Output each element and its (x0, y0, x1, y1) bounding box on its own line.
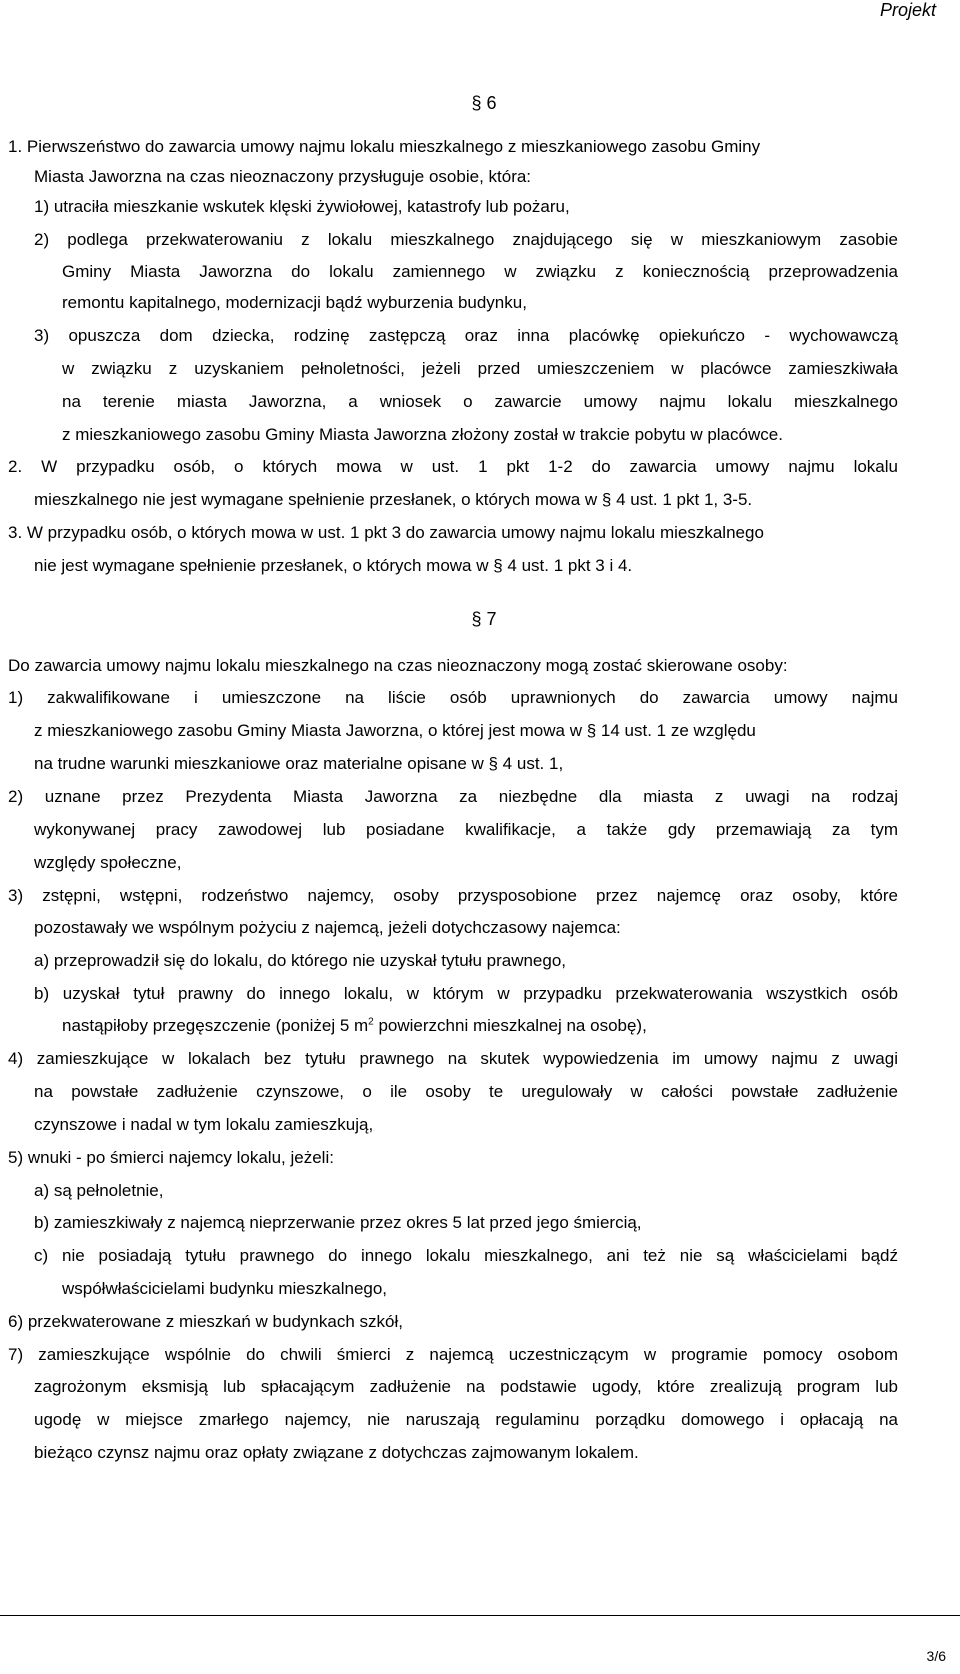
s7-line-21: 6) przekwaterowane z mieszkań w budynkach szkół, (8, 1312, 403, 1331)
s6-line-6: remontu kapitalnego, modernizacji bądź wyburzenia budynku, (62, 293, 527, 312)
s7-line-9: pozostawały we wspólnym pożyciu z najemcą, jeżeli dotychczasowy najemca: (34, 918, 621, 937)
s7-line-8: 3) zstępni, wstępni, rodzeństwo najemcy, osoby przysposobione przez najemcę oraz osoby, które (8, 886, 898, 905)
page-number: 3/6 (926, 1648, 946, 1664)
s6-line-11: 2. W przypadku osób, o których mowa w ust. 1 pkt 1-2 do zawarcia umowy najmu lokalu (8, 457, 898, 476)
s7-line-23: zagrożonym eksmisją lub spłacającym zadłużenie na podstawie ugody, które zrealizują program lub (34, 1377, 898, 1396)
s7-line-4: na trudne warunki mieszkaniowe oraz materialne opisane w § 4 ust. 1, (34, 754, 564, 773)
s6-line-2: Miasta Jaworzna na czas nieoznaczony przysługuje osobie, która: (34, 167, 532, 186)
s7-line-12-text-after: powierzchni mieszkalnej na osobę), (373, 1016, 647, 1035)
s7-line-17: a) są pełnoletnie, (34, 1181, 164, 1200)
s7-line-12 (62, 1016, 647, 1036)
s6-line-13: 3. W przypadku osób, o których mowa w ust. 1 pkt 3 do zawarcia umowy najmu lokalu mieszkalnego (8, 523, 764, 542)
s7-line-10: a) przeprowadził się do lokalu, do którego nie uzyskał tytułu prawnego, (34, 951, 567, 970)
section-6-heading: § 6 (471, 93, 497, 113)
s7-line-19: c) nie posiadają tytułu prawnego do innego lokalu mieszkalnego, ani też nie są właścicielami bądź (34, 1246, 898, 1265)
s7-line-12-text-before: nastąpiłoby przegęszczenie (poniżej 5 m (62, 1016, 369, 1035)
s6-line-3: 1) utraciła mieszkanie wskutek klęski żywiołowej, katastrofy lub pożaru, (34, 197, 570, 216)
s7-line-6: wykonywanej pracy zawodowej lub posiadane kwalifikacje, a także gdy przemawiają za tym (34, 820, 898, 839)
s6-line-5: Gminy Miasta Jaworzna do lokalu zamiennego w związku z koniecznością przeprowadzenia (62, 262, 898, 281)
s6-line-7: 3) opuszcza dom dziecka, rodzinę zastępczą oraz inna placówkę opiekuńczo - wychowawczą (34, 326, 898, 345)
s7-line-14: na powstałe zadłużenie czynszowe, o ile osoby te uregulowały w całości powstałe zadłużenie (34, 1082, 898, 1101)
s6-line-10: z mieszkaniowego zasobu Gminy Miasta Jaworzna złożony został w trakcie pobytu w placówce. (62, 425, 783, 444)
superscript-2: 2 (368, 1016, 374, 1028)
s7-line-18: b) zamieszkiwały z najemcą nieprzerwanie przez okres 5 lat przed jego śmiercią, (34, 1213, 642, 1232)
s7-line-25: bieżąco czynsz najmu oraz opłaty związane z dotychczas zajmowanym lokalem. (34, 1443, 639, 1462)
s6-line-9: na terenie miasta Jaworzna, a wniosek o zawarcie umowy najmu lokalu mieszkalnego (62, 392, 898, 411)
s6-line-4: 2) podlega przekwaterowaniu z lokalu mieszkalnego znajdującego się w mieszkaniowym zasobie (34, 230, 898, 249)
s6-line-14: nie jest wymagane spełnienie przesłanek, o których mowa w § 4 ust. 1 pkt 3 i 4. (34, 556, 633, 575)
s7-line-5: 2) uznane przez Prezydenta Miasta Jaworzna za niezbędne dla miasta z uwagi na rodzaj (8, 787, 898, 806)
s7-line-24: ugodę w miejsce zmarłego najemcy, nie naruszają regulaminu porządku domowego i opłacają na (34, 1410, 898, 1429)
s7-line-15: czynszowe i nadal w tym lokalu zamieszkują, (34, 1115, 374, 1134)
s7-line-7: względy społeczne, (34, 853, 182, 872)
project-label: Projekt (879, 0, 936, 20)
s7-line-13: 4) zamieszkujące w lokalach bez tytułu prawnego na skutek wypowiedzenia im umowy najmu z uwagi (8, 1049, 898, 1068)
s7-line-11: b) uzyskał tytuł prawny do innego lokalu, w którym w przypadku przekwaterowania wszystkich osób (34, 984, 898, 1003)
footer-divider (0, 1615, 960, 1616)
s7-line-20: współwłaścicielami budynku mieszkalnego, (62, 1279, 388, 1298)
section-7-heading: § 7 (471, 609, 497, 629)
s6-line-12: mieszkalnego nie jest wymagane spełnienie przesłanek, o których mowa w § 4 ust. 1 pkt 1, 3-5. (34, 490, 753, 509)
s7-line-2: 1) zakwalifikowane i umieszczone na liście osób uprawnionych do zawarcia umowy najmu (8, 688, 898, 707)
s7-line-16: 5) wnuki - po śmierci najemcy lokalu, jeżeli: (8, 1148, 334, 1167)
s6-line-1: 1. Pierwszeństwo do zawarcia umowy najmu lokalu mieszkalnego z mieszkaniowego zasobu Gminy (8, 137, 761, 156)
s7-line-1: Do zawarcia umowy najmu lokalu mieszkalnego na czas nieoznaczony mogą zostać skierowane osoby: (8, 656, 788, 675)
s6-line-8: w związku z uzyskaniem pełnoletności, jeżeli przed umieszczeniem w placówce zamieszkiwała (62, 359, 898, 378)
s7-line-22: 7) zamieszkujące wspólnie do chwili śmierci z najemcą uczestniczącym w programie pomocy osobom (8, 1345, 898, 1364)
s7-line-3: z mieszkaniowego zasobu Gminy Miasta Jaworzna, o której jest mowa w § 14 ust. 1 ze względu (34, 721, 756, 740)
